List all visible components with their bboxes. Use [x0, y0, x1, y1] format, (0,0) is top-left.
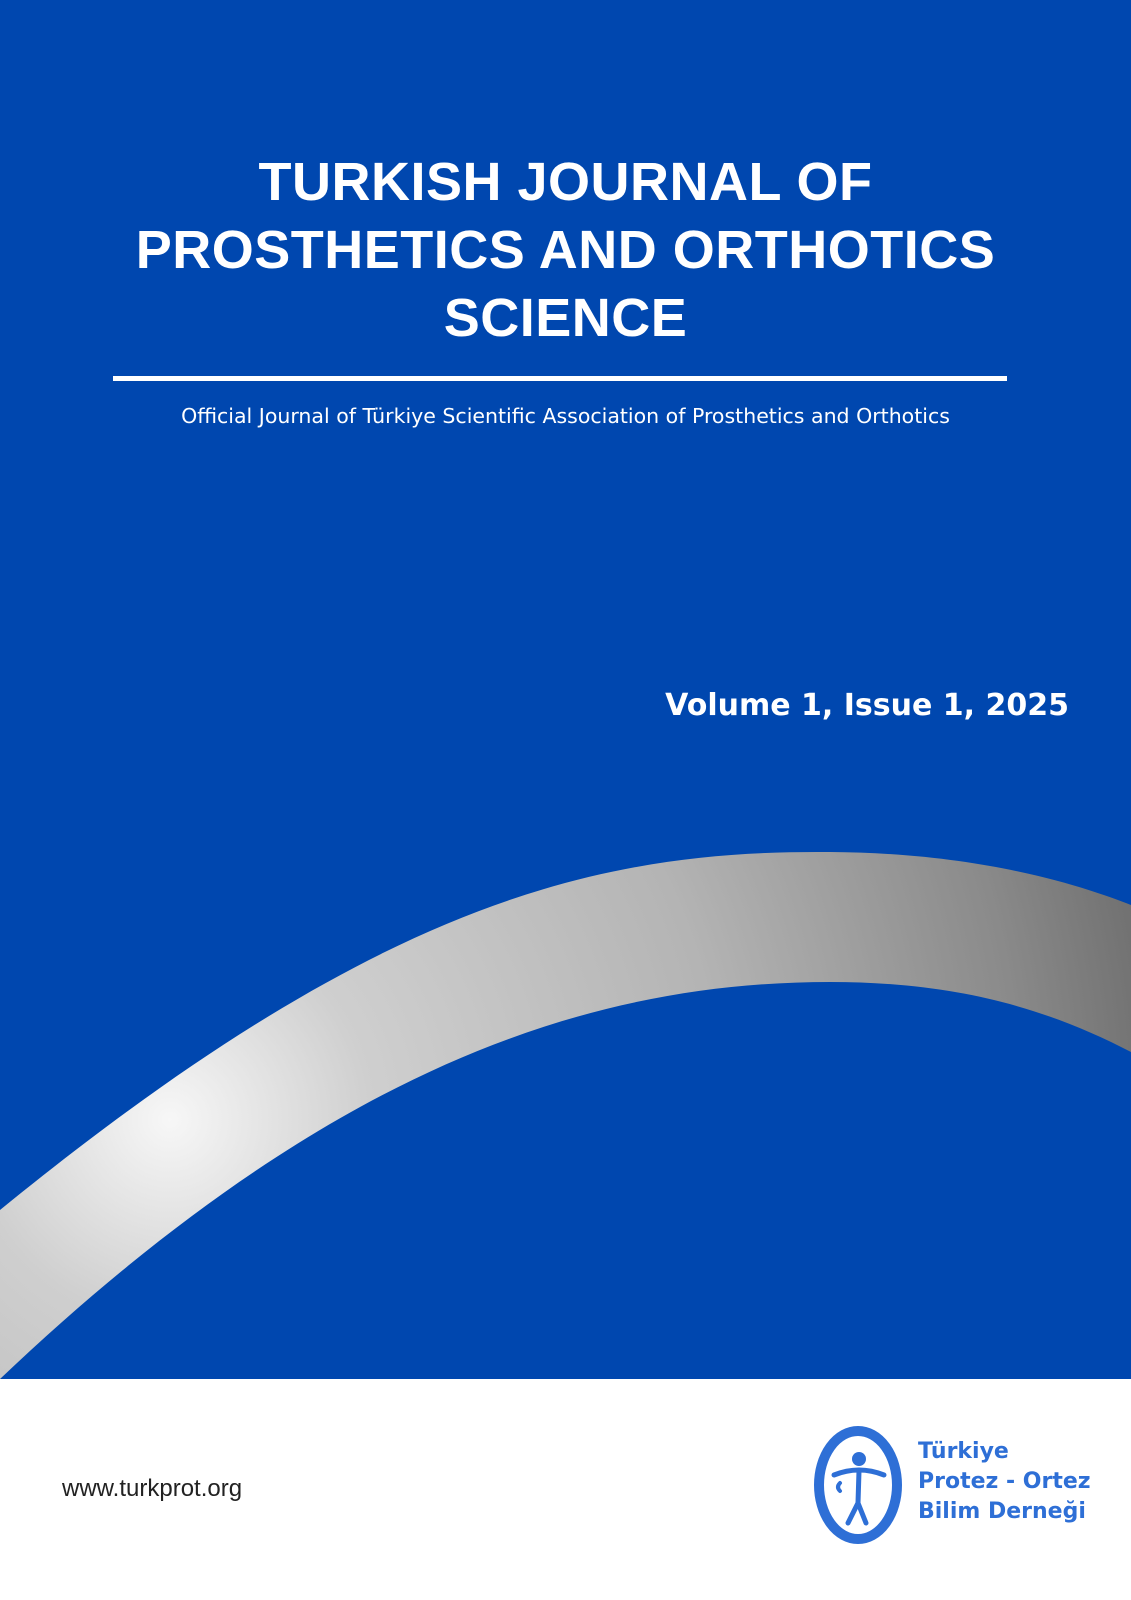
logo-text-line-2: Protez - Ortez	[918, 1469, 1091, 1494]
journal-title-line-2: PROSTHETICS AND ORTHOTICS	[135, 220, 996, 280]
title-divider	[113, 376, 1007, 381]
journal-subtitle: Official Journal of Türkiye Scientific Association of Prosthetics and Orthotics	[181, 404, 950, 428]
logo-figure-leg	[858, 1503, 866, 1523]
journal-title	[0, 148, 1131, 352]
logo-text-line-1: Türkiye	[918, 1439, 1009, 1464]
logo-text	[918, 1437, 1091, 1527]
person-in-circle-icon	[812, 1425, 908, 1545]
journal-title-line-3: SCIENCE	[443, 288, 688, 348]
logo-figure-body	[848, 1471, 859, 1523]
association-logo	[812, 1425, 1112, 1555]
issue-label: Volume 1, Issue 1, 2025	[665, 688, 1069, 723]
website-link[interactable]: www.turkprot.org	[62, 1475, 243, 1502]
footer	[0, 1379, 1131, 1600]
logo-text-line-3: Bilim Derneği	[918, 1499, 1086, 1524]
logo-figure-crutch	[838, 1483, 840, 1491]
journal-title-line-1: TURKISH JOURNAL OF	[258, 152, 873, 212]
logo-figure-head	[852, 1452, 866, 1466]
